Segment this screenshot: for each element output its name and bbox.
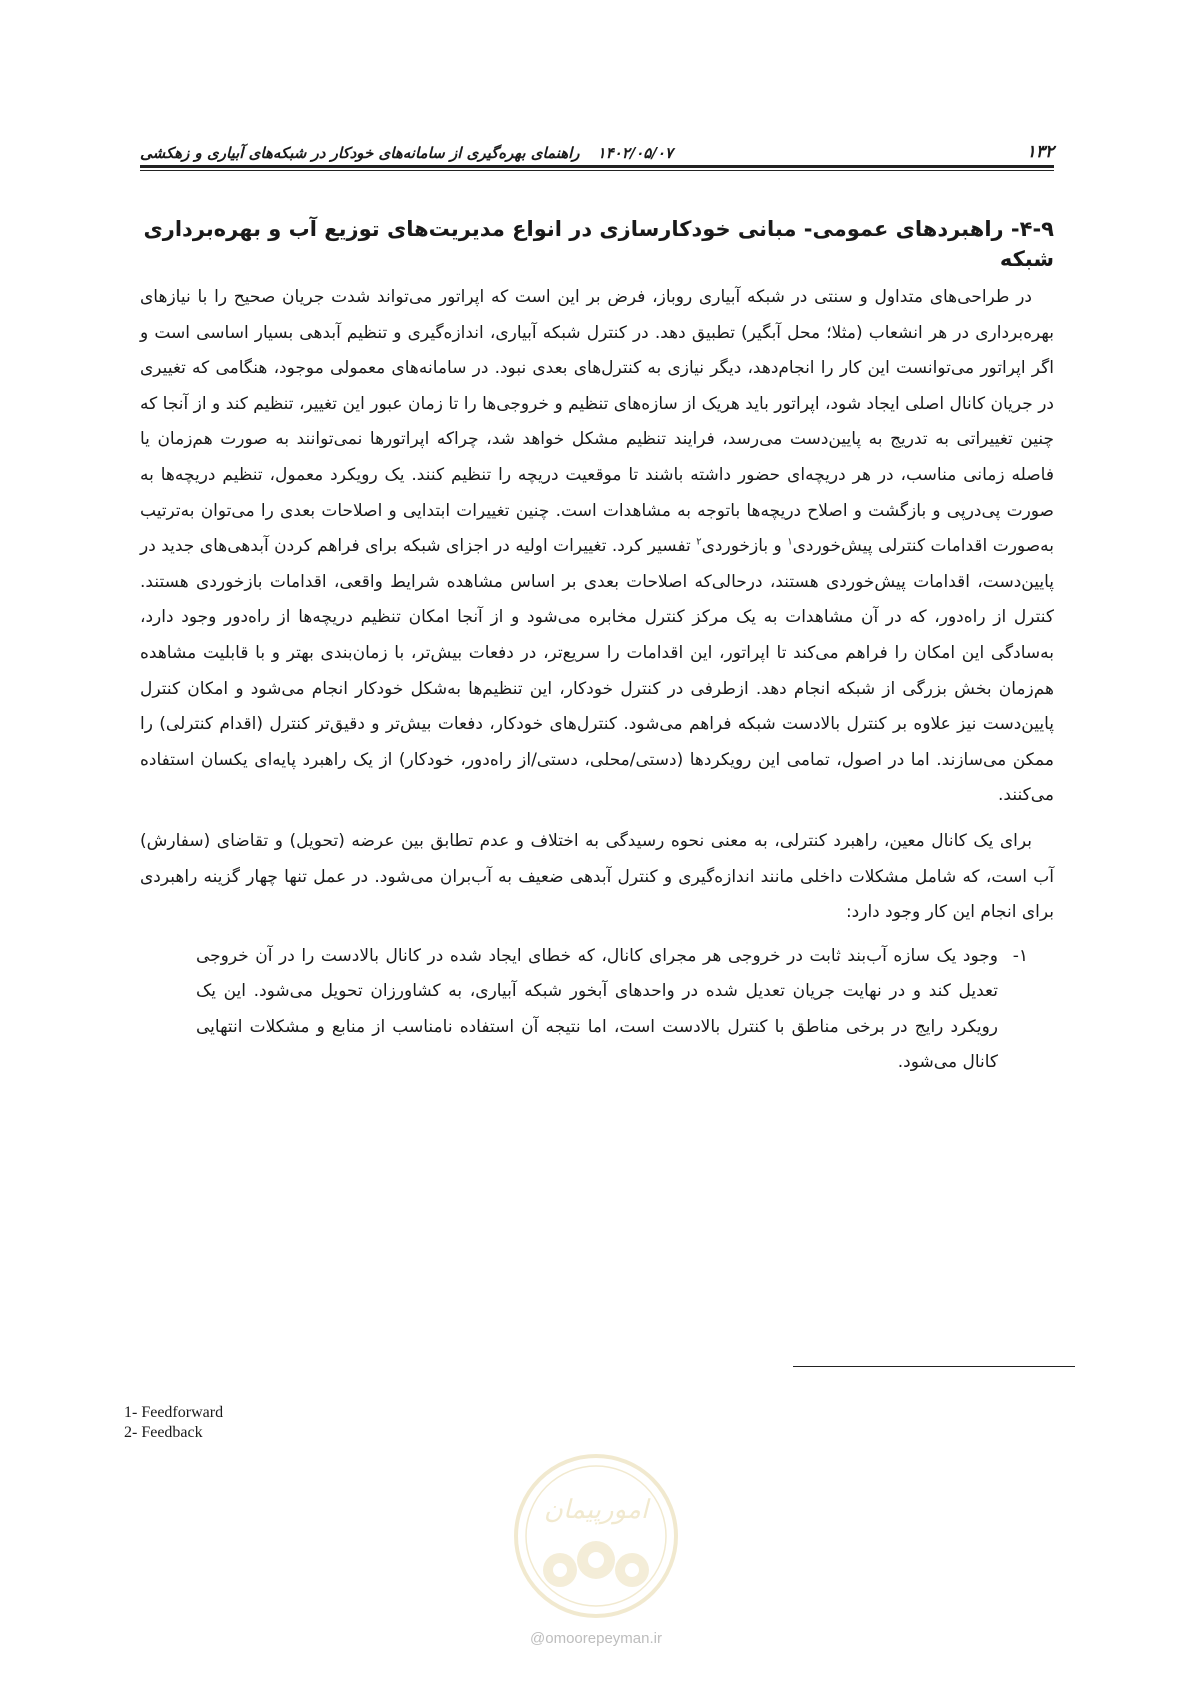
footnote-1: 1- Feedforward	[124, 1404, 224, 1421]
footnote-separator	[793, 1366, 1075, 1367]
header-date: ۱۴۰۲/۰۵/۰۷	[597, 144, 673, 162]
footnotes	[124, 1403, 223, 1443]
gear-center-hole	[588, 1552, 604, 1568]
watermark-inner-ring	[526, 1466, 666, 1606]
footnote-ref-2[interactable]: ۲	[696, 536, 702, 548]
body-text	[140, 280, 1054, 1081]
header-title: راهنمای بهره‌گیری از سامانه‌های خودکار در شبکه‌های آبیاری و زهکشی	[140, 144, 580, 162]
list-marker: ۱-	[1012, 945, 1028, 966]
paragraph-1-part-a: در طراحی‌های متداول و سنتی در شبکه آبیاری روباز، فرض بر این است که اپراتور می‌تواند شدت جریان صحیح را با نیازهای بهره‌برداری در هر انشعاب (مثلا؛ محل آبگیر) تطبیق دهد. در کنترل شبکه آبیاری، اندازه‌گیری و تنظیم آبدهی بسیار اساسی است و اگر اپراتور می‌توانست این کار را انجام‌دهد، دیگر نیازی به کنترل‌های بعدی نبود. در سامانه‌های معمولی موجود، هنگامی که تغییری در جریان کانال اصلی ایجاد شود، اپراتور باید هریک از سازه‌های تنظیم و خروجی‌ها را تا زمان عبور این تغییر، تنظیم کند و از آنجا که چنین تغییراتی به تدریج به پایین‌دست می‌رسد، فرایند تنظیم مشکل خواهد شد، چراکه اپراتورها نمی‌توانند به صورت هم‌زمان یا فاصله زمانی مناسب، در هر دریچه‌ای حضور داشته باشند تا موقعیت دریچه را تنظیم کنند. یک رویکرد معمول، تنظیم دریچه‌ها به صورت پی‌درپی و بازگشت و اصلاح دریچه‌ها باتوجه به مشاهدات است. چنین تغییرات ابتدایی و اصلاحات بعدی را می‌توان به‌ترتیب به‌صورت اقدامات کنترلی پیش‌خوردی	[140, 287, 1054, 557]
list-item-text: وجود یک سازه آب‌بند ثابت در خروجی هر مجرای کانال، که خطای ایجاد شده در کانال بالادست را در آن خروجی تعدیل کند و در نهایت جریان تعدیل شده در واحدهای آبخور شبکه آبیاری، به کشاورزان تحویل می‌شود. این یک رویکرد رایج در برخی مناطق با کنترل بالادست است، اما نتیجه آن استفاده نامناسب از منابع و مشکلات انتهایی کانال می‌شود.	[196, 945, 998, 1073]
paragraph-1-part-b: و بازخوردی	[701, 536, 788, 557]
section-heading: ۴-۹- راهبردهای عمومی- مبانی خودکارسازی در انواع مدیریت‌های توزیع آب و بهره‌برداری شبکه	[143, 217, 1054, 271]
paragraph-2: برای یک کانال معین، راهبرد کنترلی، به معنی نحوه رسیدگی به اختلاف و عدم تطابق بین عرضه (تحویل) و تقاضای (سفارش) آب است، که شامل مشکلات داخلی مانند اندازه‌گیری و کنترل آبدهی ضعیف به آب‌بران می‌شود. در عمل تنها چهار گزینه راهبردی برای انجام این کار وجود دارد:	[140, 830, 1054, 923]
watermark-logo-text: امورپیمان	[543, 1495, 649, 1525]
gear-left-hole	[553, 1563, 567, 1577]
header-rule	[140, 165, 1054, 168]
watermark-url: @omoorepeyman.ir	[530, 1630, 662, 1647]
gear-right-hole	[625, 1563, 639, 1577]
footnote-ref-1[interactable]: ۱	[787, 536, 793, 548]
header-rule-thin	[140, 170, 1054, 171]
paragraph-1	[140, 280, 1054, 814]
footnote-2: 2- Feedback	[124, 1424, 203, 1441]
paragraph-1-part-c: تفسیر کرد. تغییرات اولیه در اجزای شبکه برای فراهم کردن آبدهی‌های جدید در پایین‌دست، اقدامات پیش‌خوردی هستند، درحالی‌که اصلاحات بعدی بر اساس مشاهده شرایط واقعی، اقدامات بازخوردی هستند. کنترل از راه‌دور، که در آن مشاهدات به یک مرکز کنترل مخابره می‌شود و از آنجا امکان تنظیم دریچه‌ها از راه‌دور وجود دارد، به‌سادگی این امکان را فراهم می‌کند تا اپراتور، این اقدامات را سریع‌تر، در دفعات بیش‌تر، با زمان‌بندی بهتر و با قابلیت مشاهده هم‌زمان بخش بزرگی از شبکه انجام دهد. ازطرفی در کنترل خودکار، این تنظیم‌ها به‌شکل خودکار انجام می‌شود و امکان کنترل پایین‌دست نیز علاوه بر کنترل بالادست شبکه فراهم می‌شود. کنترل‌های خودکار، دفعات بیش‌تر و دقیق‌تر کنترل (اقدام کنترلی) را ممکن می‌سازند. اما در اصول، تمامی این رویکردها (دستی/محلی، دستی/از راه‌دور، خودکار) از یک راهبرد پایه‌ای یکسان استفاده می‌کنند.	[140, 536, 1054, 806]
watermark-outer-ring	[516, 1456, 676, 1616]
page-number: ۱۳۲	[1026, 142, 1054, 162]
list-item	[140, 939, 1054, 1081]
running-header	[140, 128, 1054, 162]
numbered-list	[140, 939, 1054, 1081]
watermark-logo	[512, 1452, 680, 1620]
